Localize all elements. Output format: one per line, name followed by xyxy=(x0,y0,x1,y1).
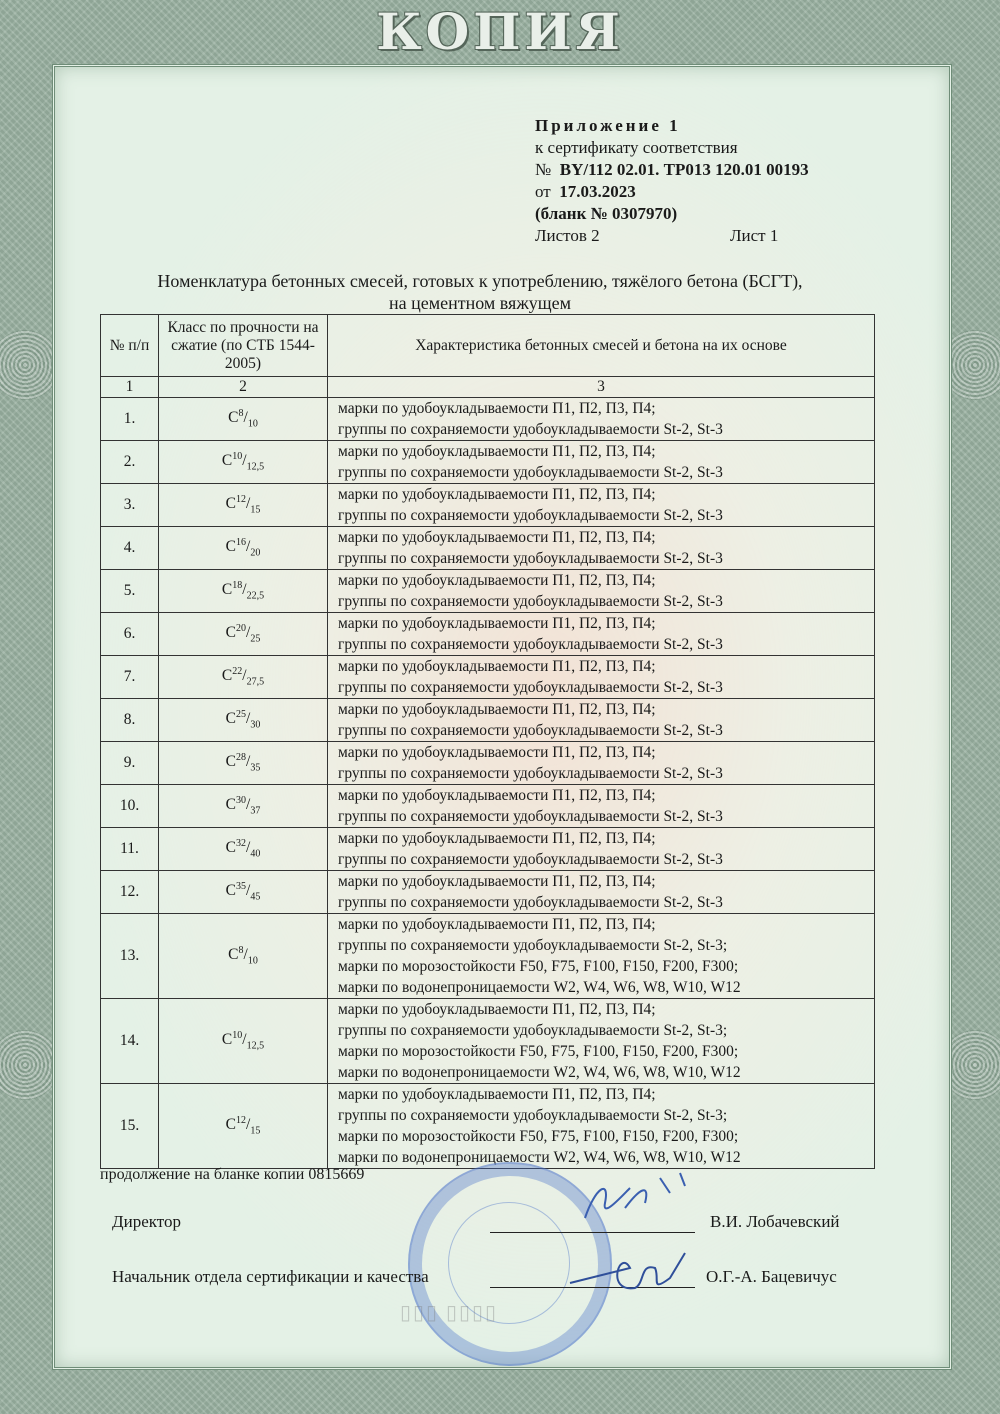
characteristic-line: марки по удобоукладываемости П1, П2, П3, П4; xyxy=(338,916,656,933)
row-number: 2. xyxy=(101,441,159,484)
characteristic-line: группы по сохраняемости удобоукладываемости St-2, St-3 xyxy=(338,765,723,782)
row-number: 5. xyxy=(101,570,159,613)
continuation-note: продолжение на бланке копии 0815669 xyxy=(100,1166,365,1183)
characteristic xyxy=(328,914,875,999)
characteristic xyxy=(328,441,875,484)
row-number: 7. xyxy=(101,656,159,699)
characteristic xyxy=(328,613,875,656)
row-number: 12. xyxy=(101,871,159,914)
characteristic-line: группы по сохраняемости удобоукладываемости St-2, St-3 xyxy=(338,464,723,481)
characteristic-line: группы по сохраняемости удобоукладываемости St-2, St-3 xyxy=(338,894,723,911)
signature-line xyxy=(490,1287,695,1288)
certificate-number: № BY/112 02.01. ТР013 120.01 00193 xyxy=(535,160,809,179)
characteristic-line: марки по удобоукладываемости П1, П2, П3, П4; xyxy=(338,1086,656,1103)
characteristic-line: группы по сохраняемости удобоукладываемости St-2, St-3 xyxy=(338,636,723,653)
strength-class: $C^{12}/_{15}$ xyxy=(159,1084,328,1169)
characteristic xyxy=(328,828,875,871)
table-row xyxy=(101,484,875,527)
sheet-number: Лист 1 xyxy=(730,226,779,245)
certificate-date: от 17.03.2023 xyxy=(535,182,636,201)
strength-class: $C^8/_{10}$ xyxy=(159,914,328,999)
document-title xyxy=(60,270,900,314)
signature-line xyxy=(490,1232,695,1233)
sheets-count: Листов 2 xyxy=(535,226,600,245)
row-number: 8. xyxy=(101,699,159,742)
characteristic-line: марки по морозостойкости F50, F75, F100, F150, F200, F300; xyxy=(338,958,739,975)
row-number: 14. xyxy=(101,999,159,1084)
column-number: 2 xyxy=(159,377,328,398)
row-number: 3. xyxy=(101,484,159,527)
table-row xyxy=(101,441,875,484)
characteristic xyxy=(328,999,875,1084)
characteristic-line: марки по удобоукладываемости П1, П2, П3, П4; xyxy=(338,787,656,804)
strength-class: $C^{28}/_{35}$ xyxy=(159,742,328,785)
table-row xyxy=(101,742,875,785)
characteristic-line: группы по сохраняемости удобоукладываемости St-2, St-3 xyxy=(338,851,723,868)
table-row xyxy=(101,871,875,914)
title-line: на цементном вяжущем xyxy=(388,293,572,313)
characteristic-line: марки по удобоукладываемости П1, П2, П3, П4; xyxy=(338,529,656,546)
table-row xyxy=(101,570,875,613)
characteristic-line: марки по водонепроницаемости W2, W4, W6, W8, W10, W12 xyxy=(338,1064,741,1081)
characteristic-line: марки по удобоукладываемости П1, П2, П3, П4; xyxy=(338,701,656,718)
characteristic xyxy=(328,785,875,828)
table-row xyxy=(101,914,875,999)
table-row xyxy=(101,398,875,441)
strength-class: $C^{16}/_{20}$ xyxy=(159,527,328,570)
characteristic-line: группы по сохраняемости удобоукладываемости St-2, St-3 xyxy=(338,722,723,739)
director-name: В.И. Лобачевский xyxy=(710,1212,840,1231)
strength-class: $C^8/_{10}$ xyxy=(159,398,328,441)
row-number: 1. xyxy=(101,398,159,441)
characteristic-line: группы по сохраняемости удобоукладываемости St-2, St-3; xyxy=(338,1022,728,1039)
strength-class: $C^{12}/_{15}$ xyxy=(159,484,328,527)
table-row xyxy=(101,699,875,742)
characteristic-line: группы по сохраняемости удобоукладываемости St-2, St-3 xyxy=(338,593,723,610)
table-row xyxy=(101,527,875,570)
row-number: 4. xyxy=(101,527,159,570)
characteristic xyxy=(328,871,875,914)
strength-class: $C^{20}/_{25}$ xyxy=(159,613,328,656)
head-role: Начальник отдела сертификации и качества xyxy=(112,1267,429,1286)
characteristic-line: марки по удобоукладываемости П1, П2, П3, П4; xyxy=(338,873,656,890)
column-number: 3 xyxy=(328,377,875,398)
strength-class: $C^{35}/_{45}$ xyxy=(159,871,328,914)
characteristic-line: марки по удобоукладываемости П1, П2, П3, П4; xyxy=(338,443,656,460)
characteristic-line: марки по водонепроницаемости W2, W4, W6, W8, W10, W12 xyxy=(338,979,741,996)
characteristic-line: группы по сохраняемости удобоукладываемости St-2, St-3 xyxy=(338,550,723,567)
header-class: Класс по прочности на сжатие (по СТБ 1544-2005) xyxy=(159,315,328,377)
table-row xyxy=(101,1084,875,1169)
faint-blank-number: ▯▯▯ ▯▯▯▯ xyxy=(400,1302,499,1324)
characteristic-line: марки по удобоукладываемости П1, П2, П3, П4; xyxy=(338,400,656,417)
row-number: 10. xyxy=(101,785,159,828)
blank-number: (бланк № 0307970) xyxy=(535,204,678,223)
column-number: 1 xyxy=(101,377,159,398)
appendix-line: к сертификату соответствия xyxy=(535,138,738,157)
characteristic-line: группы по сохраняемости удобоукладываемости St-2, St-3 xyxy=(338,679,723,696)
strength-class: $C^{22}/_{27,5}$ xyxy=(159,656,328,699)
characteristic-line: марки по удобоукладываемости П1, П2, П3, П4; xyxy=(338,486,656,503)
characteristic xyxy=(328,656,875,699)
characteristic-line: марки по удобоукладываемости П1, П2, П3, П4; xyxy=(338,1001,656,1018)
header-characteristic: Характеристика бетонных смесей и бетона на их основе xyxy=(328,315,875,377)
characteristic xyxy=(328,527,875,570)
table-row xyxy=(101,999,875,1084)
table-row xyxy=(101,613,875,656)
characteristic-line: марки по удобоукладываемости П1, П2, П3, П4; xyxy=(338,830,656,847)
row-number: 13. xyxy=(101,914,159,999)
characteristic-line: марки по удобоукладываемости П1, П2, П3, П4; xyxy=(338,658,656,675)
characteristic-line: марки по удобоукладываемости П1, П2, П3, П4; xyxy=(338,572,656,589)
director-role: Директор xyxy=(112,1212,181,1231)
characteristic xyxy=(328,398,875,441)
strength-class: $C^{18}/_{22,5}$ xyxy=(159,570,328,613)
copy-stamp: КОПИЯ xyxy=(376,2,624,61)
header-number: № п/п xyxy=(101,315,159,377)
head-name: О.Г.-А. Бацевичус xyxy=(706,1267,837,1286)
strength-class: $C^{32}/_{40}$ xyxy=(159,828,328,871)
characteristic-line: группы по сохраняемости удобоукладываемости St-2, St-3 xyxy=(338,808,723,825)
title-line: Номенклатура бетонных смесей, готовых к употреблению, тяжёлого бетона (БСГТ), xyxy=(157,271,803,291)
strength-class: $C^{30}/_{37}$ xyxy=(159,785,328,828)
table-row xyxy=(101,828,875,871)
characteristic-line: группы по сохраняемости удобоукладываемости St-2, St-3; xyxy=(338,1107,728,1124)
characteristic-line: марки по морозостойкости F50, F75, F100, F150, F200, F300; xyxy=(338,1043,739,1060)
row-number: 11. xyxy=(101,828,159,871)
strength-class: $C^{10}/_{12,5}$ xyxy=(159,441,328,484)
characteristic-line: марки по водонепроницаемости W2, W4, W6, W8, W10, W12 xyxy=(338,1149,741,1166)
characteristic xyxy=(328,1084,875,1169)
characteristic-line: группы по сохраняемости удобоукладываемости St-2, St-3 xyxy=(338,421,723,438)
characteristic xyxy=(328,699,875,742)
strength-class: $C^{25}/_{30}$ xyxy=(159,699,328,742)
characteristic-line: группы по сохраняемости удобоукладываемости St-2, St-3; xyxy=(338,937,728,954)
characteristic xyxy=(328,570,875,613)
nomenclature-table xyxy=(100,314,875,1169)
row-number: 15. xyxy=(101,1084,159,1169)
characteristic-line: группы по сохраняемости удобоукладываемости St-2, St-3 xyxy=(338,507,723,524)
characteristic-line: марки по морозостойкости F50, F75, F100, F150, F200, F300; xyxy=(338,1128,739,1145)
sheet-info xyxy=(535,225,809,247)
characteristic-line: марки по удобоукладываемости П1, П2, П3, П4; xyxy=(338,744,656,761)
characteristic xyxy=(328,484,875,527)
characteristic-line: марки по удобоукладываемости П1, П2, П3, П4; xyxy=(338,615,656,632)
row-number: 6. xyxy=(101,613,159,656)
strength-class: $C^{10}/_{12,5}$ xyxy=(159,999,328,1084)
appendix-block xyxy=(535,115,809,247)
row-number: 9. xyxy=(101,742,159,785)
appendix-title: Приложение 1 xyxy=(535,116,681,135)
characteristic xyxy=(328,742,875,785)
table-row xyxy=(101,785,875,828)
table-row xyxy=(101,656,875,699)
